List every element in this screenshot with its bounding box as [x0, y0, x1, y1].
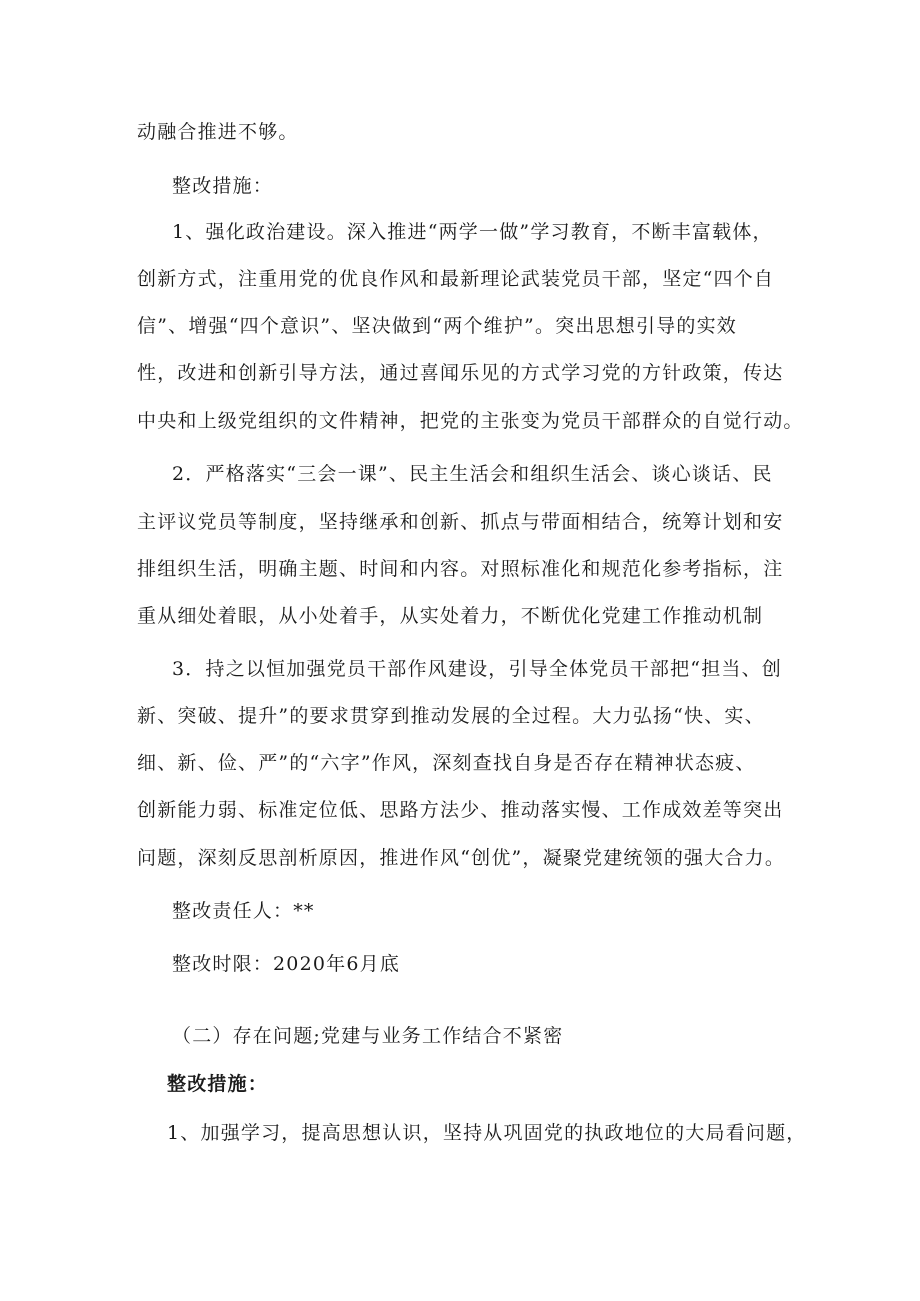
item-2-line: 重从细处着眼，从小处着手，从实处着力，不断优化党建工作推动机制	[137, 605, 764, 627]
measures-heading-2: 整改措施：	[167, 1073, 269, 1095]
measures-heading: 整改措施：	[172, 175, 274, 197]
paragraph-continuation-line: 动融合推进不够。	[137, 121, 299, 143]
item-1-line: 1、强化政治建设。深入推进“两学一做”学习教育，不断丰富载体，	[172, 221, 773, 243]
item-2-line: 2．严格落实“三会一课”、民主生活会和组织生活会、谈心谈话、民	[172, 463, 773, 485]
responsible-person: 整改责任人：**	[172, 900, 315, 922]
item-2-1-line: 1、加强学习，提高思想认识，坚持从巩固党的执政地位的大局看问题，	[167, 1122, 807, 1144]
item-2-line: 主评议党员等制度，坚持继承和创新、抓点与带面相结合，统筹计划和安	[137, 511, 784, 533]
section-2-heading: （二）存在问题;党建与业务工作结合不紧密	[172, 1025, 564, 1047]
item-1-line: 中央和上级党组织的文件精神，把党的主张变为党员干部群众的自觉行动。	[137, 410, 804, 432]
item-3-line: 新、突破、提升”的要求贯穿到推动发展的全过程。大力弘扬“快、实、	[137, 705, 765, 727]
item-1-line: 性，改进和创新引导方法，通过喜闻乐见的方式学习党的方针政策，传达	[137, 362, 784, 384]
item-1-line: 信”、增强“四个意识”、坚决做到“两个维护”。突出思想引导的实效	[137, 315, 737, 337]
item-3-line: 问题，深刻反思剖析原因，推进作风“创优”，凝聚党建统领的强大合力。	[137, 847, 786, 869]
item-1-line: 创新方式，注重用党的优良作风和最新理论武装党员干部，坚定“四个自	[137, 268, 775, 290]
item-3-line: 细、新、俭、严”的“六字”作风，深刻查找自身是否存在精神状态疲、	[137, 752, 756, 774]
item-2-line: 排组织生活，明确主题、时间和内容。对照标准化和规范化参考指标，注	[137, 558, 784, 580]
item-3-line: 3．持之以恒加强党员干部作风建设，引导全体党员干部把“担当、创	[172, 658, 783, 680]
deadline: 整改时限：2020年6月底	[172, 953, 401, 975]
item-3-line: 创新能力弱、标准定位低、思路方法少、推动落实慢、工作成效差等突出	[137, 799, 784, 821]
